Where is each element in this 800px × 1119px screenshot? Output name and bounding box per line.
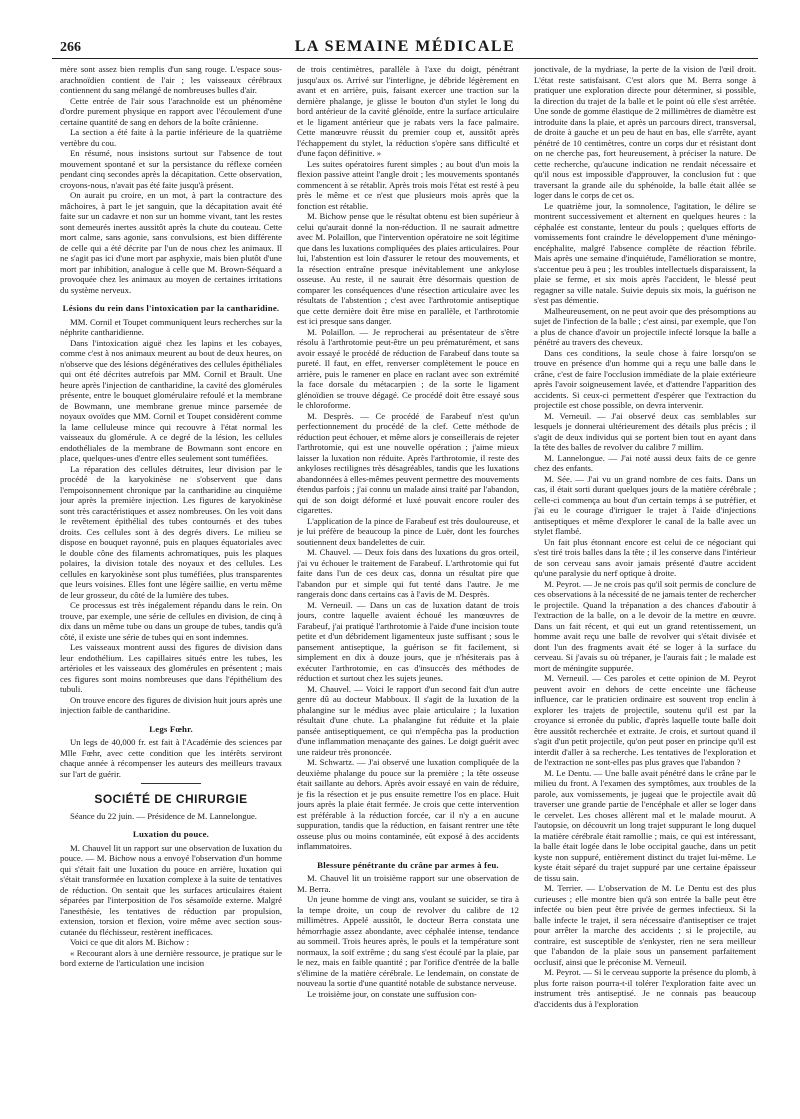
paragraph: Un legs de 40,000 fr. est fait à l'Académie des sciences par Mlle Fœhr, avec cette condition que les intérêts serviront chaque année à récompenser les auteurs des meilleurs travaux sur l'art de guérir.: [60, 737, 282, 779]
paragraph: mère sont assez bien remplis d'un sang rouge. L'espace sous-arachnoïdien contient de l'air ; les vaisseaux cérébraux contiennent du sang mélangé de nombreuses bulles d'air.: [60, 64, 282, 95]
paragraph: On aurait pu croire, en un mot, à part la contracture des mâchoires, à part le jet sanguin, que la décapitation avait été faite sur un cadavre et non sur un homme vivant, tant les restes sont demeurés inertes aussitôt après la chute du couteau. Cette mort calme, sans agonie, sans convulsions, est bien différente de celle qui a été décrite par l'un de nous chez les animaux. Il ne s'agit pas ici d'une mort par asphyxie, mais bien plutôt d'une mort par inhibition, analogue à celle que M. Brown-Séquard a provoquée chez les animaux au moyen de certaines irritations du système nerveux.: [60, 190, 282, 295]
page-number: 266: [60, 40, 81, 55]
paragraph: « Recourant alors à une dernière ressource, je pratique sur le bord externe de l'articulation une incision: [60, 947, 282, 968]
paragraph: de trois centimètres, parallèle à l'axe du doigt, pénétrant jusqu'aux os. Arrivé sur l'interligne, je débride légèrement en avant et en arrière, puis, faisant exercer une traction sur la dernière phalange, je glisse le bouton d'un stylet le long du bord antérieur de la cavité glénoïde, entre la surface articulaire et le ligament antérieur que je rabats vers la face palmaire. Cette manœuvre réussit du premier coup et, aussitôt après l'échappement du stylet, la réduction s'opère sans difficulté et d'une façon définitive. »: [297, 64, 519, 158]
paragraph: Dans ces conditions, la seule chose à faire lorsqu'on se trouve en présence d'un homme qui a reçu une balle dans le crâne, c'est de faire l'occlusion immédiate de la plaie extérieure après l'avoir soigneusement lavée, et d'attendre l'apparition des accidents. Si ceux-ci permettent d'espérer que l'extraction du projectile est chose possible, on devra intervenir.: [534, 347, 756, 410]
paragraph: M. Verneuil. — J'ai observé deux cas semblables sur lesquels je donnerai ultérieurement des détails plus précis ; il s'agit de deux individus qui se portent bien tout en ayant dans la tête des balles de revolver du calibre 7 millim.: [534, 410, 756, 452]
paragraph: Cette entrée de l'air sous l'arachnoïde est un phénomène d'ordre purement physique en rapport avec l'écoulement d'une certaine quantité de sang en dehors de la boîte crânienne.: [60, 95, 282, 127]
paragraph: La section a été faite à la partie inférieure de la quatrième vertèbre du cou.: [60, 127, 282, 148]
paragraph: jonctivale, de la mydriase, la perte de la vision de l'œil droit. L'état reste satisfaisant. C'est alors que M. Berra songe à pratiquer une exploration directe pour déterminer, si possible, la direction du trajet de la balle et le point où elle s'est arrêtée. Une sonde de gomme élastique de 2 millimètres de diamètre est introduite dans la plaie, et après un parcours direct, transversal, de droite à gauche et un peu de haut en bas, elle s'arrête, ayant pénétré de 10 centimètres, contre un corps dur et résistant dont on ne cherche pas, fort heureusement, à préciser la nature. De cette recherche, qu'aucune indication ne rendait nécessaire et qu'il nous est impossible d'approuver, la conclusion fut : que traversant la grande aile du sphénoïde, la balle était allée se loger dans le corps de cet os.: [534, 64, 756, 200]
paragraph: Le troisième jour, on constate une suffusion con-: [307, 988, 477, 999]
paragraph: On trouve encore des figures de division huit jours après une injection faible de cantharidine.: [60, 694, 282, 715]
paragraph: M. Peyrot. — Je ne crois pas qu'il soit permis de conclure de ces observations à la nécessité de ne jamais tenter de rechercher le projectile. Quand la trépanation a des chances d'aboutir à l'extraction de la balle, on a le devoir de la mettre en œuvre. Dans un fait récent, et qui eut un grand retentissement, un homme avait reçu une balle de revolver qui s'était divisée et dont l'un des fragments avait été se loger à la surface du cerveau. Si j'avais su où trépaner, je l'aurais fait ; le malade est mort de méningite suppurée.: [534, 578, 756, 673]
paragraph: M. Polaillon. — Je reprocherai au présentateur de s'être résolu à l'arthrotomie peut-être un peu prématurément, et sans avoir essayé le procédé de réduction de Farabeuf dans toute sa pureté. Il faut, en effet, renverser complètement le pouce en arrière, puis le ramener en place en raclant avec son extrémité la face dorsale du métacarpien ; de la sorte le ligament glénoïdien se trouve dégagé. Ce procédé doit être essayé sous le chloroforme.: [297, 326, 519, 410]
section-heading: Lésions du rein dans l'intoxication par la cantharidine.: [62, 303, 280, 313]
journal-title: LA SEMAINE MÉDICALE: [294, 38, 516, 55]
paragraph: M. Peyrot. — Si le cerveau supporte la présence du plomb, à plus forte raison pourra-t-il tolérer l'exploration faite avec un instrument très antiseptisé. Je ne connais pas beaucoup d'accidents dus à l'exploration: [534, 967, 756, 1009]
paragraph: M. Verneuil. — Ces paroles et cette opinion de M. Peyrot peuvent avoir en dehors de cette enceinte une fâcheuse influence, car le praticien ordinaire est souvent trop enclin à explorer les trajets de projectile, soutenu qu'il est par la croyance si erronée du public, d'après laquelle toute balle doit être aussitôt recherchée et extraite. Je crois, et surtout quand il s'agit d'un petit projectile, qu'on peut poser en principe qu'il est interdit d'aller à sa recherche. Les tentatives de l'exploration et de l'extraction ne sont-elles pas plus graves que l'abandon ?: [534, 673, 756, 767]
paragraph: M. Schwartz. — J'ai observé une luxation compliquée de la deuxième phalange du pouce sur la première ; la tête osseuse était saillante au dehors. Après avoir essayé en vain de réduire, je fis la résection et je pus ensuite remettre l'os en place. Huit jours après la plaie était fermée. Je crois que cette intervention est préférable à la réduction forcée, car il n'y a en aucune suppuration, tandis que la réduction, en faisant rentrer une tête osseuse plus ou moins contaminée, eût exposé à des accidents inflammatoires.: [297, 757, 519, 851]
paragraph: M. Chauvel. — Voici le rapport d'un second fait d'un autre genre dû au docteur Mabboux. Il s'agit de la luxation de la phalangine sur le médius avec plaie articulaire ; la luxation résultait d'une chute. La phalangine fut réduite et la plaie pansée antiseptiquement, ce qui n'empêcha pas la production d'une inflammation menaçante des gaines. Le doigt guérit avec une raideur très prononcée.: [297, 683, 519, 757]
paragraph: La réparation des cellules détruites, leur division par le procédé de la karyokinèse ne s'observent que dans l'empoisonnement chronique par la cantharidine au cinquième jour après la première injection. Les figures de karyokinèse sont très caractéristiques et assez nombreuses. On les voit dans le revêtement épithélial des tubes contournés et des tubes droits. Ces cellules sont à des degrés divers. Le milieu se dispose en bouquet rayonné, puis en plaques équatoriales avec le double cône des filaments achromatiques, puis les plaques polaires, la division totale des noyaux et des cellules. Les cellules en karyokinèse sont plus tuméfiées, plus transparentes que leurs voisines. Elles font une légère saillie, en vertu même de leur grosseur, du côté de la lumière des tubes.: [60, 463, 282, 600]
paragraph: Un fait plus étonnant encore est celui de ce négociant qui s'est tiré trois balles dans la tête ; il les conserve dans l'intérieur de son cerveau sans avoir jamais présenté d'autre accident qu'une paralysie du nerf optique à droite.: [534, 536, 756, 578]
paragraph: Le quatrième jour, la somnolence, l'agitation, le délire se montrent successivement et alternent en quelques heures : la céphalée est constante, lenteur du pouls ; quelques efforts de vomissements font craindre le développement d'une méningo-encéphalite, malgré l'absence complète de réaction fébrile. Mais après une semaine d'inquiétude, l'amélioration se montre, s'accentue peu à peu ; les troubles intellectuels disparaissent, la plaie se ferme, et six mois après l'accident, le blessé peut regagner sa ville natale. Suivie depuis six mois, la guérison ne s'est pas démentie.: [534, 200, 756, 305]
section-heading: Legs Fœhr.: [149, 723, 193, 734]
page-header: [52, 38, 758, 59]
paragraph: M. Chauvel lit un troisième rapport sur une observation de M. Berra.: [297, 873, 519, 894]
column-3: [534, 64, 756, 1112]
paragraph: MM. Cornil et Toupet communiquent leurs recherches sur la néphrite cantharidienne.: [60, 316, 282, 337]
paragraph: En résumé, nous insistons surtout sur l'absence de tout mouvement spontané et sur la persistance du réflexe cornéen pendant cinq secondes après la décapitation. Cette observation, croyons-nous, n'avait pas été faite jusqu'à présent.: [60, 148, 282, 190]
paragraph: L'application de la pince de Farabeuf est très douloureuse, et je lui préfère de beaucoup la pince de Luër, dont les fourches soutiennent deux bandelettes de cuir.: [297, 515, 519, 547]
society-heading: SOCIÉTÉ DE CHIRURGIE: [94, 792, 248, 806]
paragraph: M. Sée. — J'ai vu un grand nombre de ces faits. Dans un cas, il était sorti durant quelques jours de la matière cérébrale ; celle-ci commença au bout d'un certain temps à se putréfier, et j'ai eu le courage d'irriguer le trajet à l'aide d'injections antiseptiques et même d'explorer le canal de la balle avec un stylet flambé.: [534, 473, 756, 536]
paragraph: Dans l'intoxication aiguë chez les lapins et les cobayes, comme c'est à nos animaux meurent au bout de deux heures, on n'observe que des lésions dégénératives des cellules épithéliales qui ont été décrites autrefois par MM. Cornil et Brault. Une heure après l'injection de cantharidine, la cavité des glomérules présente, entre le bouquet glomérulaire refoulé et la membrane de Bowmann, une membrane grenue mince parsemée de noyaux ovoïdes que MM. Cornil et Toupet considèrent comme la lame celluleuse mince qui recouvre à l'état normal les vaisseaux du glomérule. A ce degré de la lésion, les cellules endothéliales de la membrane de Bowmann sont encore en place, quelques-unes d'entre elles seulement sont tuméfiées.: [60, 337, 282, 463]
divider: [141, 783, 201, 784]
paragraph: M. Verneuil. — Dans un cas de luxation datant de trois jours, contre laquelle avaient échoué les manœuvres de Farabeuf, j'ai pratiqué l'arthrotomie à l'aide d'une incision toute petite et d'un débridement ligamenteux juste suffisant ; sous le pansement antiseptique, la guérison se fit facilement, si simplement en dix à douze jours, que je n'hésiterais pas à exécuter l'arthrotomie, en cas d'insuccès des méthodes de réduction et surtout chez les sujets jeunes.: [297, 599, 519, 683]
paragraph: M. Desprès. — Ce procédé de Farabeuf n'est qu'un perfectionnement du procédé de la clef. Cette méthode de réduction peut échouer, et même alors je conseillerais de rejeter l'arthrotomie, qui est une nouvelle opération ; j'aime mieux laisser la luxation non réduite. Après l'arthrotomie, il reste des ankyloses rectilignes très désagréables, tandis que les luxations abandonnées à elles-mêmes peuvent permettre des mouvements étendus parfois ; j'ai connu un malade ainsi traité par l'abandon, qui de son doigt déformé et luxé pouvait encore rouler des cigarettes.: [297, 410, 519, 515]
section-heading: Blessure pénétrante du crâne par armes à feu.: [317, 859, 499, 870]
article-columns: [60, 64, 760, 1112]
paragraph: M. Terrier. — L'observation de M. Le Dentu est des plus curieuses ; elle montre bien qu'à son entrée la balle peut être infectée ou bien peut être privée de germes infectieux. Si la balle infecte le trajet, il sera nécessaire d'antiseptiser ce trajet pour arrêter la marche des accidents ; si le projectile, au contraire, est susceptible de s'enkyster, rien ne sera meilleur que l'abandon de la plaie sous un pansement parfaitement occlusif, ainsi que le préconise M. Verneuil.: [534, 883, 756, 967]
paragraph: Les suites opératoires furent simples ; au bout d'un mois la flexion passive atteint l'angle droit ; les mouvements spontanés commencent à se rétablir. Après trois mois l'état est resté à peu près le même et ce n'est que plusieurs mois après que la fonction est rétablie.: [297, 158, 519, 211]
column-1: [60, 64, 282, 1112]
paragraph: Ce processus est très inégalement répandu dans le rein. On trouve, par exemple, une série de cellules en division, de cinq à dix dans un même tube ou dans un groupe de tubes, tandis qu'à côté, il existe une série de tubes qui en sont indemnes.: [60, 600, 282, 642]
paragraph: Un jeune homme de vingt ans, voulant se suicider, se tira à la tempe droite, un coup de revolver du calibre de 12 millimètres. Appelé aussitôt, le docteur Berra constata une hémorrhagie assez abondante, avec céphalée intense, tendance au sommeil. Trois heures après, le pouls et la température sont normaux, la soif extrême ; du sang s'est écoulé par la plaie, par le nez, mais en faible quantité ; par l'orifice d'entrée de la balle s'élimine de la matière cérébrale. Le lendemain, on constate de nouveau la sortie d'une quantité notable de substance nerveuse.: [297, 894, 519, 988]
paragraph: M. Chauvel. — Deux fois dans des luxations du gros orteil, j'ai vu échouer le traitement de Farabeuf. L'arthrotomie qui fut faite dans l'un de ces deux cas, donna un résultat pire que l'abandon pur et simple qui fut tenté dans l'autre. Je me rangerais donc dans certains cas à l'avis de M. Desprès.: [297, 547, 519, 599]
session-line: Séance du 22 juin. — Présidence de M. Lannelongue.: [70, 810, 257, 821]
section-heading: Luxation du pouce.: [132, 829, 210, 839]
paragraph: Voici ce que dit alors M. Bichow :: [70, 937, 190, 947]
paragraph: M. Lannelongue. — J'ai noté aussi deux faits de ce genre chez des enfants.: [534, 452, 756, 473]
column-2: [297, 64, 519, 1112]
paragraph: Les vaisseaux montrent aussi des figures de division dans leur endothélium. Les capillaires situés entre les tubes, les artérioles et les vaisseaux des glomérules en présentent ; mais ces figures sont moins nombreuses que dans l'épithélium des tubuli.: [60, 642, 282, 694]
paragraph: M. Le Dentu. — Une balle avait pénétré dans le crâne par le milieu du front. A l'examen des symptômes, aux troubles de la parole, aux vomissements, je jugeai que le projectile avait dû traverser une grande partie de l'encéphale et aller se loger dans le cervelet. Les choses allèrent mal et le malade mourut. A l'autopsie, on découvrit un long trajet suppurant le long duquel la matière cérébrale était ramollie ; mais, ce qui est intéressant, la balle était logée dans le lobe occipital gauche, dans un petit kyste non suppuré, entièrement distinct du trajet lui-même. Le kyste était séparé du trajet suppuré par une certaine épaisseur de tissu sain.: [534, 767, 756, 883]
paragraph: M. Bichow pense que le résultat obtenu est bien supérieur à celui qu'aurait donné la non-réduction. Il ne saurait admettre avec M. Polaillon, que l'intervention opératoire ne soit légitime que dans les luxations compliquées des plaies articulaires. Pour lui, l'abstention est loin d'assurer le retour des mouvements, et la résection entraîne presque inévitablement une ankylose osseuse. Au reste, il ne saurait être désormais question de comparer les conséquences d'une résection articulaire avec les résultats de l'abstention ; c'est avec l'arthrotomie antiseptique que cette dernière doit être mise en parallèle, et l'arthrotomie est ici presque sans danger.: [297, 211, 519, 326]
paragraph: Malheureusement, on ne peut avoir que des présomptions au sujet de l'infection de la balle ; c'est ainsi, par exemple, que l'on a plus de chance d'avoir un projectile infecté lorsque la balle a pénétré au travers des cheveux.: [534, 305, 756, 347]
paragraph: M. Chauvel lit un rapport sur une observation de luxation du pouce. — M. Bichow nous a envoyé l'observation d'un homme qui s'était fait une luxation du pouce en arrière, luxation qui s'était transformée en luxation complexe à la suite de tentatives de réduction. On sentait que les surfaces articulaires étaient séparées par l'interposition de l'os sésamoïde externe. Malgré l'anesthésie, les tentatives de réduction par propulsion, extension, torsion et flexion, voire même avec section sous-cutanée du fléchisseur, restèrent inefficaces.: [60, 842, 282, 937]
